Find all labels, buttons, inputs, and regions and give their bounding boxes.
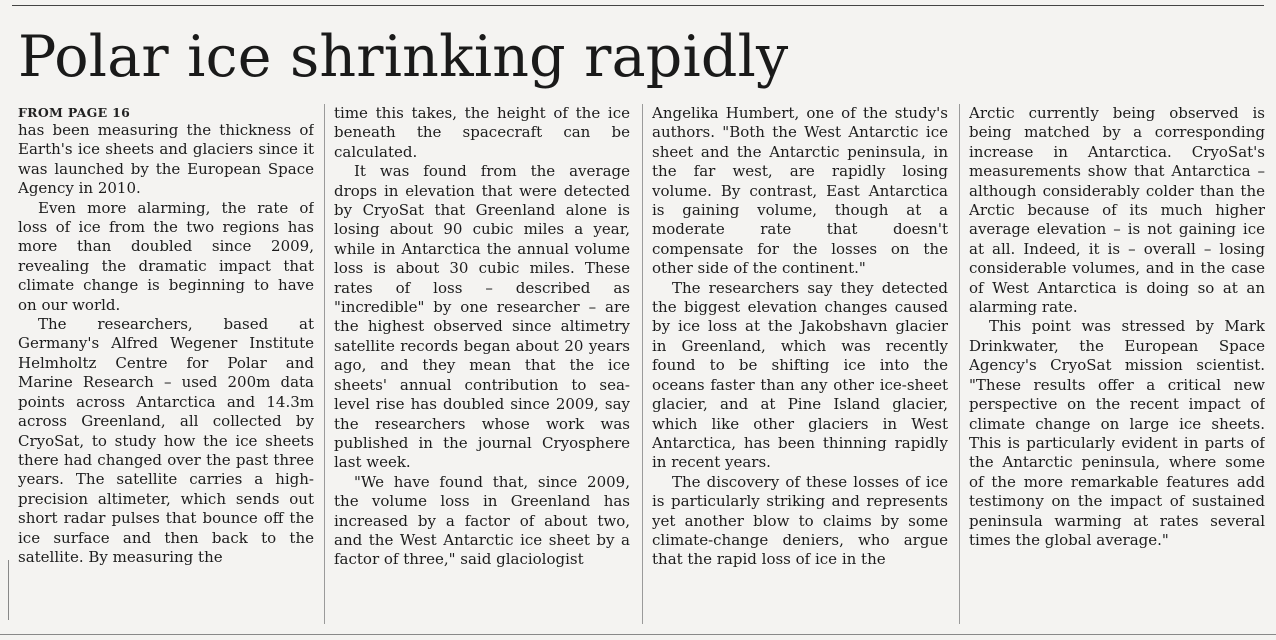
column-divider (959, 104, 960, 624)
paragraph: time this takes, the height of the ice beneath the spacecraft can be calculated. (334, 104, 630, 161)
column-4 (969, 104, 1265, 624)
column-3 (652, 104, 948, 624)
paragraph: This point was stressed by Mark Drinkwater, the European Space Agency's CryoSat mission scientist. "These results offer a critical new perspective on the recent impact of climate change on large ice sheets. This is particularly evident in parts of the Antarctic peninsula, where some of the more remarkable features add testimony on the impact of sustained peninsula warming at rates several times the global average." (969, 317, 1265, 549)
paragraph: The researchers say they detected the biggest elevation changes caused by ice loss at the Jakobshavn glacier in Greenland, which was recently found to be shifting ice into the oceans faster than any other ice-sheet glacier, and at Pine Island glacier, which like other glaciers in West Antarctica, has been thinning rapidly in recent years. (652, 278, 948, 472)
top-rule (12, 5, 1264, 6)
bottom-rule (0, 634, 1276, 635)
column-divider (642, 104, 643, 624)
paragraph: Angelika Humbert, one of the study's authors. "Both the West Antarctic ice sheet and the Antarctic peninsula, in the far west, are rapidly losing volume. By contrast, East Antarctica is gaining volume, though at a moderate rate that doesn't compensate for the losses on the other side of the continent." (652, 104, 948, 278)
paragraph: Even more alarming, the rate of loss of ice from the two regions has more than doubled since 2009, revealing the dramatic impact that climate change is beginning to have on our world. (18, 198, 314, 314)
column-divider (324, 104, 325, 624)
paragraph: The researchers, based at Germany's Alfred Wegener Institute Helmholtz Centre for Polar and Marine Research – used 200m data points across Antarctica and 14.3m across Greenland, all collected by CryoSat, to study how the ice sheets there had changed over the past three years. The satellite carries a high-precision altimeter, which sends out short radar pulses that bounce off the ice surface and then back to the satellite. By measuring the (18, 315, 314, 566)
column-1 (18, 104, 314, 624)
column-2 (334, 104, 630, 624)
paragraph: "We have found that, since 2009, the volume loss in Greenland has increased by a factor of about two, and the West Antarctic ice sheet by a factor of three," said glaciologist (334, 472, 630, 569)
paragraph: The discovery of these losses of ice is particularly striking and represents yet another blow to claims by some climate-change deniers, who argue that the rapid loss of ice in the (652, 472, 948, 569)
headline: Polar ice shrinking rapidly (18, 24, 789, 90)
jump-label: FROM PAGE 16 (18, 105, 131, 120)
paragraph: It was found from the average drops in elevation that were detected by CryoSat that Greenland alone is losing about 90 cubic miles a year, while in Antarctica the annual volume loss is about 30 cubic miles. These rates of loss – described as "incredible" by one researcher – are the highest observed since altimetry satellite records began about 20 years ago, and they mean that the ice sheets' annual contribution to sea-level rise has doubled since 2009, say the researchers whose work was published in the journal Cryosphere last week. (334, 162, 630, 472)
article-columns (18, 104, 1268, 624)
page-edge-rule (8, 560, 9, 620)
paragraph: Arctic currently being observed is being matched by a corresponding increase in Antarctica. CryoSat's measurements show that Antarctica – although considerably colder than the Arctic because of its much higher average elevation – is not gaining ice at all. Indeed, it is – overall – losing considerable volumes, and in the case of West Antarctica is doing so at an alarming rate. (969, 104, 1265, 317)
paragraph: has been measuring the thickness of Earth's ice sheets and glaciers since it was launched by the European Space Agency in 2010. (18, 121, 314, 198)
